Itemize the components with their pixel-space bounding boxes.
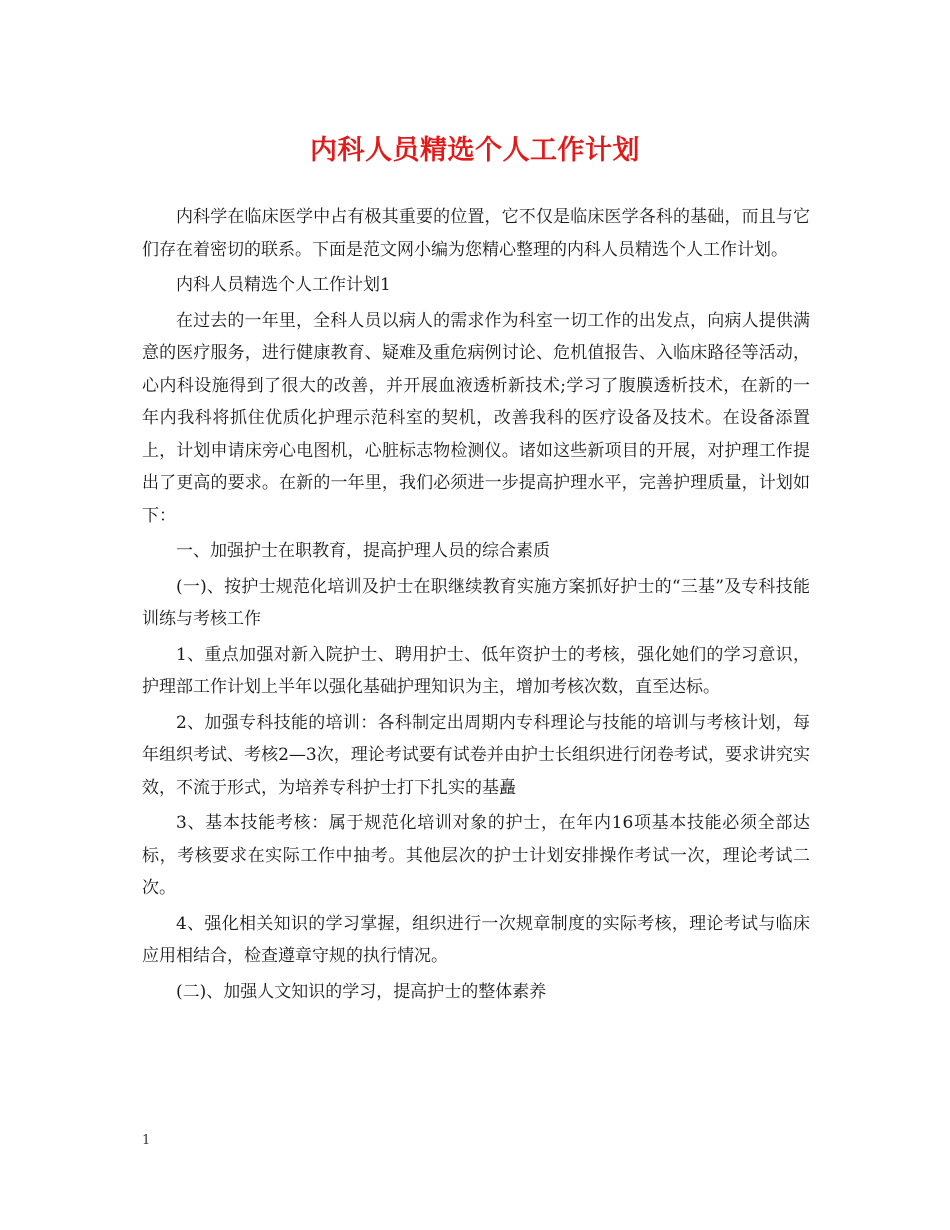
paragraph-plan-heading: 内科人员精选个人工作计划1 — [176, 275, 391, 295]
paragraph-item-3: 3、基本技能考核：属于规范化培训对象的护士，在年内16项基本技能必须全部达标，考核要求在实际工作中抽考。其他层次的护士计划安排操作考试一次，理论考试二次。 — [142, 813, 810, 898]
document-body — [142, 201, 810, 1011]
paragraph-subsection-one: (一)、按护士规范化培训及护士在职继续教育实施方案抓好护士的“三基”及专科技能训练与考核工作 — [142, 576, 810, 629]
paragraph-item-2: 2、加强专科技能的培训：各科制定出周期内专科理论与技能的培训与考核计划，每年组织考试、考核2—3次，理论考试要有试卷并由护士长组织进行闭卷考试，要求讲究实效，不流于形式，为培养专科护士打下扎实的基矗 — [142, 712, 810, 798]
paragraph-intro: 内科学在临床医学中占有极其重要的位置，它不仅是临床医学各科的基础，而且与它们存在着密切的联系。下面是范文网小编为您精心整理的内科人员精选个人工作计划。 — [142, 207, 810, 260]
paragraph-subsection-two: (二)、加强人文知识的学习，提高护士的整体素养 — [176, 981, 547, 1002]
page-number: 1 — [142, 1133, 151, 1148]
document-title: 内科人员精选个人工作计划 — [310, 135, 640, 166]
paragraph-item-1: 1、重点加强对新入院护士、聘用护士、低年资护士的考核，强化她们的学习意识，护理部工作计划上半年以强化基础护理知识为主，增加考核次数，直至达标。 — [142, 644, 810, 697]
paragraph-section-one: 一、加强护士在职教育，提高护理人员的综合素质 — [176, 541, 550, 561]
paragraph-item-4: 4、强化相关知识的学习掌握，组织进行一次规章制度的实际考核，理论考试与临床应用相结合，检查遵章守规的执行情况。 — [142, 913, 810, 966]
paragraph-overview: 在过去的一年里，全科人员以病人的需求作为科室一切工作的出发点，向病人提供满意的医疗服务，进行健康教育、疑难及重危病例讨论、危机值报告、入临床路径等活动，心内科设施得到了很大的改善，并开展血液透析新技术;学习了腹膜透析技术，在新的一年内我科将抓住优质化护理示范科室的契机，改善我科的医疗设备及技术。在设备添置上，计划申请床旁心电图机，心脏标志物检测仪。诸如这些新项目的开展，对护理工作提出了更高的要求。在新的一年里，我们必须进一步提高护理水平，完善护理质量，计划如下： — [142, 310, 810, 526]
